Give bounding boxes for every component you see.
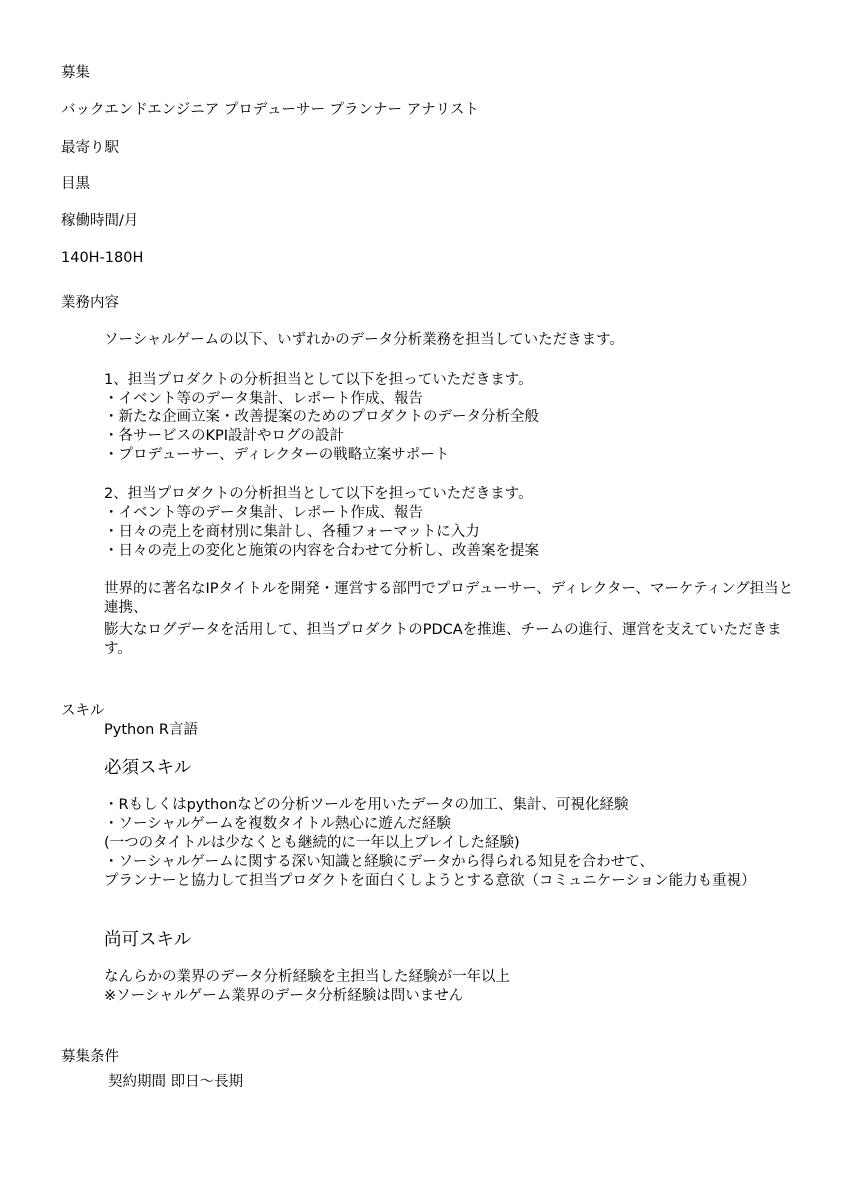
list-item: ・日々の売上を商材別に集計し、各種フォーマットに入力 — [104, 524, 480, 540]
duties-summary-2: 膨大なログデータを活用して、担当プロダクトのPDCAを推進、チームの進行、運営を支えていただきます。 — [104, 622, 782, 657]
duties-intro: ソーシャルゲームの以下、いずれかのデータ分析業務を担当していただきます。 — [104, 332, 624, 348]
hours-value: 140H-180H — [61, 250, 144, 266]
list-item: プランナーと協力して担当プロダクトを面白くしようとする意欲（コミュニケーション能力も重視） — [104, 873, 756, 889]
list-item: なんらかの業界のデータ分析経験を主担当した経験が一年以上 — [104, 969, 510, 985]
list-item: (一つのタイトルは少なくとも継続的に一年以上プレイした経験) — [104, 835, 520, 851]
conditions-label: 募集条件 — [61, 1049, 119, 1065]
list-item: ・新たな企画立案・改善提案のためのプロダクトのデータ分析全般 — [104, 409, 539, 425]
recruit-roles: バックエンドエンジニア プロデューサー プランナー アナリスト — [61, 102, 479, 118]
list-item: ・Rもしくはpythonなどの分析ツールを用いたデータの加工、集計、可視化経験 — [104, 797, 629, 813]
skills-languages: Python R言語 — [104, 722, 198, 738]
duties-group1-heading: 1、担当プロダクトの分析担当として以下を担っていただきます。 — [104, 372, 533, 388]
duties-summary-1: 世界的に著名なIPタイトルを開発・運営する部門でプロデューサー、ディレクター、マーケティング担当と連携、 — [104, 581, 794, 616]
list-item: ・イベント等のデータ集計、レポート作成、報告 — [104, 391, 423, 407]
list-item: ・ソーシャルゲームに関する深い知識と経験にデータから得られる知見を合わせて、 — [104, 854, 654, 870]
required-skills-heading: 必須スキル — [104, 758, 192, 778]
list-item: ・プロデューサー、ディレクターの戦略立案サポート — [104, 447, 450, 463]
station-value: 目黒 — [61, 176, 90, 192]
list-item: ・イベント等のデータ集計、レポート作成、報告 — [104, 505, 423, 521]
station-label: 最寄り駅 — [61, 140, 119, 156]
list-item: ※ソーシャルゲーム業界のデータ分析経験は問いません — [104, 988, 464, 1004]
duties-group2-heading: 2、担当プロダクトの分析担当として以下を担っていただきます。 — [104, 486, 533, 502]
contract-period: 契約期間 即日〜長期 — [108, 1074, 244, 1090]
list-item: ・ソーシャルゲームを複数タイトル熱心に遊んだ経験 — [104, 816, 451, 832]
list-item: ・各サービスのKPI設計やログの設計 — [104, 428, 345, 444]
duties-label: 業務内容 — [61, 295, 119, 311]
hours-label: 稼働時間/月 — [61, 213, 139, 229]
list-item: ・日々の売上の変化と施策の内容を合わせて分析し、改善案を提案 — [104, 543, 539, 559]
recruit-label: 募集 — [61, 65, 90, 81]
preferred-skills-heading: 尚可スキル — [104, 930, 192, 950]
skills-label: スキル — [61, 703, 105, 719]
